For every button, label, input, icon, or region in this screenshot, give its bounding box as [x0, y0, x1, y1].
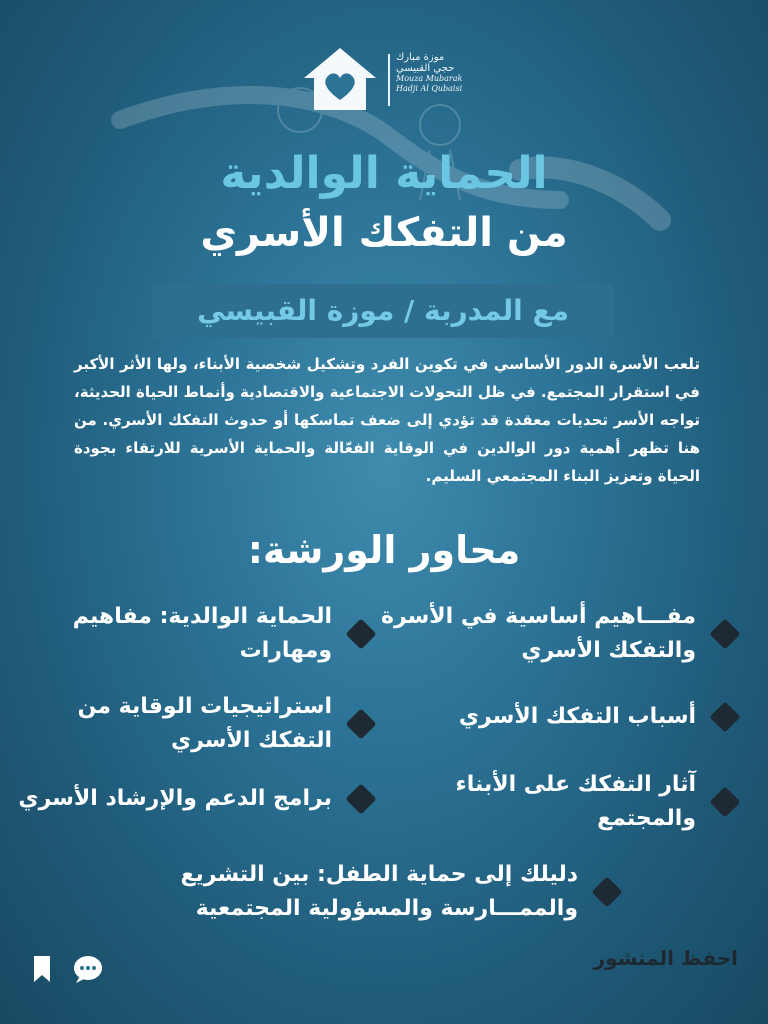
diamond-bullet-icon	[709, 786, 740, 817]
house-heart-icon	[300, 44, 380, 114]
trainer-text: مع المدربة / موزة القبيسي	[197, 294, 569, 327]
title-line-1: الحماية الوالدية	[220, 148, 548, 199]
title-line-2: من التفكك الأسري	[200, 210, 568, 256]
brand-logo	[300, 44, 470, 114]
bookmark-icon[interactable]	[32, 954, 52, 984]
logo-name-en-1: Mouza Mubarak	[396, 74, 463, 83]
axis-item-1	[376, 600, 736, 668]
axis-item-2	[32, 600, 372, 668]
axis-item-7	[148, 858, 618, 926]
axis-item-4-text: استراتيجيات الوقاية من التفكك الأسري	[77, 694, 332, 753]
axis-item-3	[376, 700, 736, 734]
logo-name-ar-1: موزة مبارك	[396, 52, 445, 63]
logo-name-ar-2: حجي القبيسي	[396, 63, 455, 74]
save-post-label[interactable]: احفظ المنشور	[593, 946, 738, 970]
axis-item-2-text: الحماية الوالدية: مفاهيم ومهارات	[72, 604, 332, 663]
diamond-bullet-icon	[345, 708, 376, 739]
axis-item-7-text: دليلك إلى حماية الطفل: بين التشريع والممـــارسة والمسؤولية المجتمعية	[180, 862, 578, 921]
axis-item-5	[376, 768, 736, 836]
chat-bubble-icon[interactable]	[72, 954, 104, 984]
axis-item-4	[32, 690, 372, 758]
workshop-axes-title: محاور الورشة:	[247, 528, 521, 572]
logo-divider	[388, 54, 390, 106]
logo-name-en-2: Hadji Al Qubaisi	[396, 84, 463, 93]
trainer-banner	[152, 284, 614, 338]
axis-item-6-text: برامج الدعم والإرشاد الأسري	[18, 786, 332, 811]
diamond-bullet-icon	[345, 783, 376, 814]
diamond-bullet-icon	[709, 701, 740, 732]
diamond-bullet-icon	[591, 876, 622, 907]
diamond-bullet-icon	[345, 618, 376, 649]
axis-item-5-text: آثار التفكك على الأبناء والمجتمع	[455, 772, 696, 831]
axis-item-1-text: مفـــاهيم أساسية في الأسرة والتفكك الأسري	[380, 604, 696, 663]
diamond-bullet-icon	[709, 618, 740, 649]
intro-paragraph: تلعب الأسرة الدور الأساسي في تكوين الفرد وتشكيل شخصية الأبناء، ولها الأثر الأكبر في استقرار المجتمع. في ظل التحولات الاجتماعية والاقتصادية وأنماط الحياة الحديثة، تواجه الأسر تحديات معقدة قد تؤدي إلى ضعف تماسكها أو حدوث التفكك الأسري. من هنا تظهر أهمية دور الوالدين في الوقاية الفعّالة والحماية الأسرية للارتقاء بجودة الحياة وتعزيز البناء المجتمعي السليم.	[74, 355, 700, 485]
axis-item-3-text: أسباب التفكك الأسري	[458, 704, 696, 729]
logo-text	[396, 52, 476, 94]
axis-item-6	[12, 782, 372, 816]
